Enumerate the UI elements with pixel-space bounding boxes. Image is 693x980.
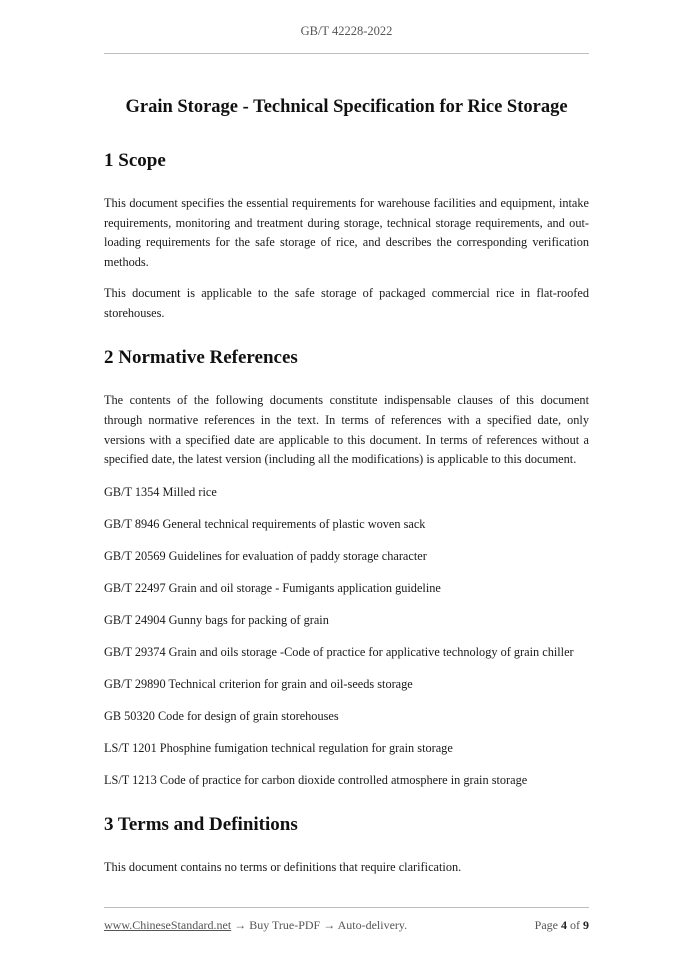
page-indicator [535,918,589,933]
reference-item: GB 50320 Code for design of grain storehouses [104,709,339,724]
document-body [104,145,589,878]
header-doc-id: GB/T 42228-2022 [300,24,393,38]
reference-item: LS/T 1213 Code of practice for carbon dioxide controlled atmosphere in grain storage [104,773,528,788]
reference-item: GB/T 1354 Milled rice [104,485,217,500]
buy-pdf-text: Buy True-PDF [249,918,321,932]
header-divider [104,53,589,54]
terms-definitions-paragraph: This document contains no terms or definitions that require clarification. [104,860,462,875]
reference-item: GB/T 22497 Grain and oil storage - Fumigants application guideline [104,581,441,596]
of-label: of [570,918,580,932]
arrow-right-icon: → [323,918,336,932]
reference-item: GB/T 8946 General technical requirements of plastic woven sack [104,517,426,532]
section-heading-terms-definitions: 3 Terms and Definitions [104,814,298,836]
page-footer [104,918,589,933]
scope-paragraph-1: This document specifies the essential requirements for warehouse facilities and equipment, intake requirements, monitoring and treatment during storage, technical storage requirements, and out-loading requirements for the safe storage of rice, and describes the corresponding verification methods. [104,196,589,270]
footer-left [104,918,407,933]
page-label: Page [534,918,558,932]
scope-paragraph-2: This document is applicable to the safe storage of packaged commercial rice in flat-roofed storehouses. [104,285,589,320]
auto-delivery-text: Auto-delivery. [337,918,408,932]
footer-divider [104,907,589,908]
reference-item: GB/T 29374 Grain and oils storage -Code of practice for applicative technology of grain chiller [104,645,574,660]
site-link[interactable]: www.ChineseStandard.net [104,918,232,932]
arrow-right-icon: → [234,918,247,932]
reference-item: GB/T 29890 Technical criterion for grain and oil-seeds storage [104,677,413,692]
reference-list [104,482,589,790]
page-header [104,24,589,39]
reference-item: LS/T 1201 Phosphine fumigation technical regulation for grain storage [104,741,453,756]
reference-item: GB/T 24904 Gunny bags for packing of grain [104,613,329,628]
page-number: 4 [561,918,567,932]
page-total: 9 [583,918,589,932]
reference-item: GB/T 20569 Guidelines for evaluation of paddy storage character [104,549,427,564]
section-heading-normative-references: 2 Normative References [104,347,298,369]
normative-references-paragraph: The contents of the following documents constitute indispensable clauses of this document through normative references in the text. In terms of references with a specified date, only versions with a specified date are applicable to this document. In terms of references without a specified date, the latest version (including all the modifications) is applicable to this document. [104,393,589,467]
document-title: Grain Storage - Technical Specification for Rice Storage [125,97,568,117]
section-heading-scope: 1 Scope [104,150,166,171]
